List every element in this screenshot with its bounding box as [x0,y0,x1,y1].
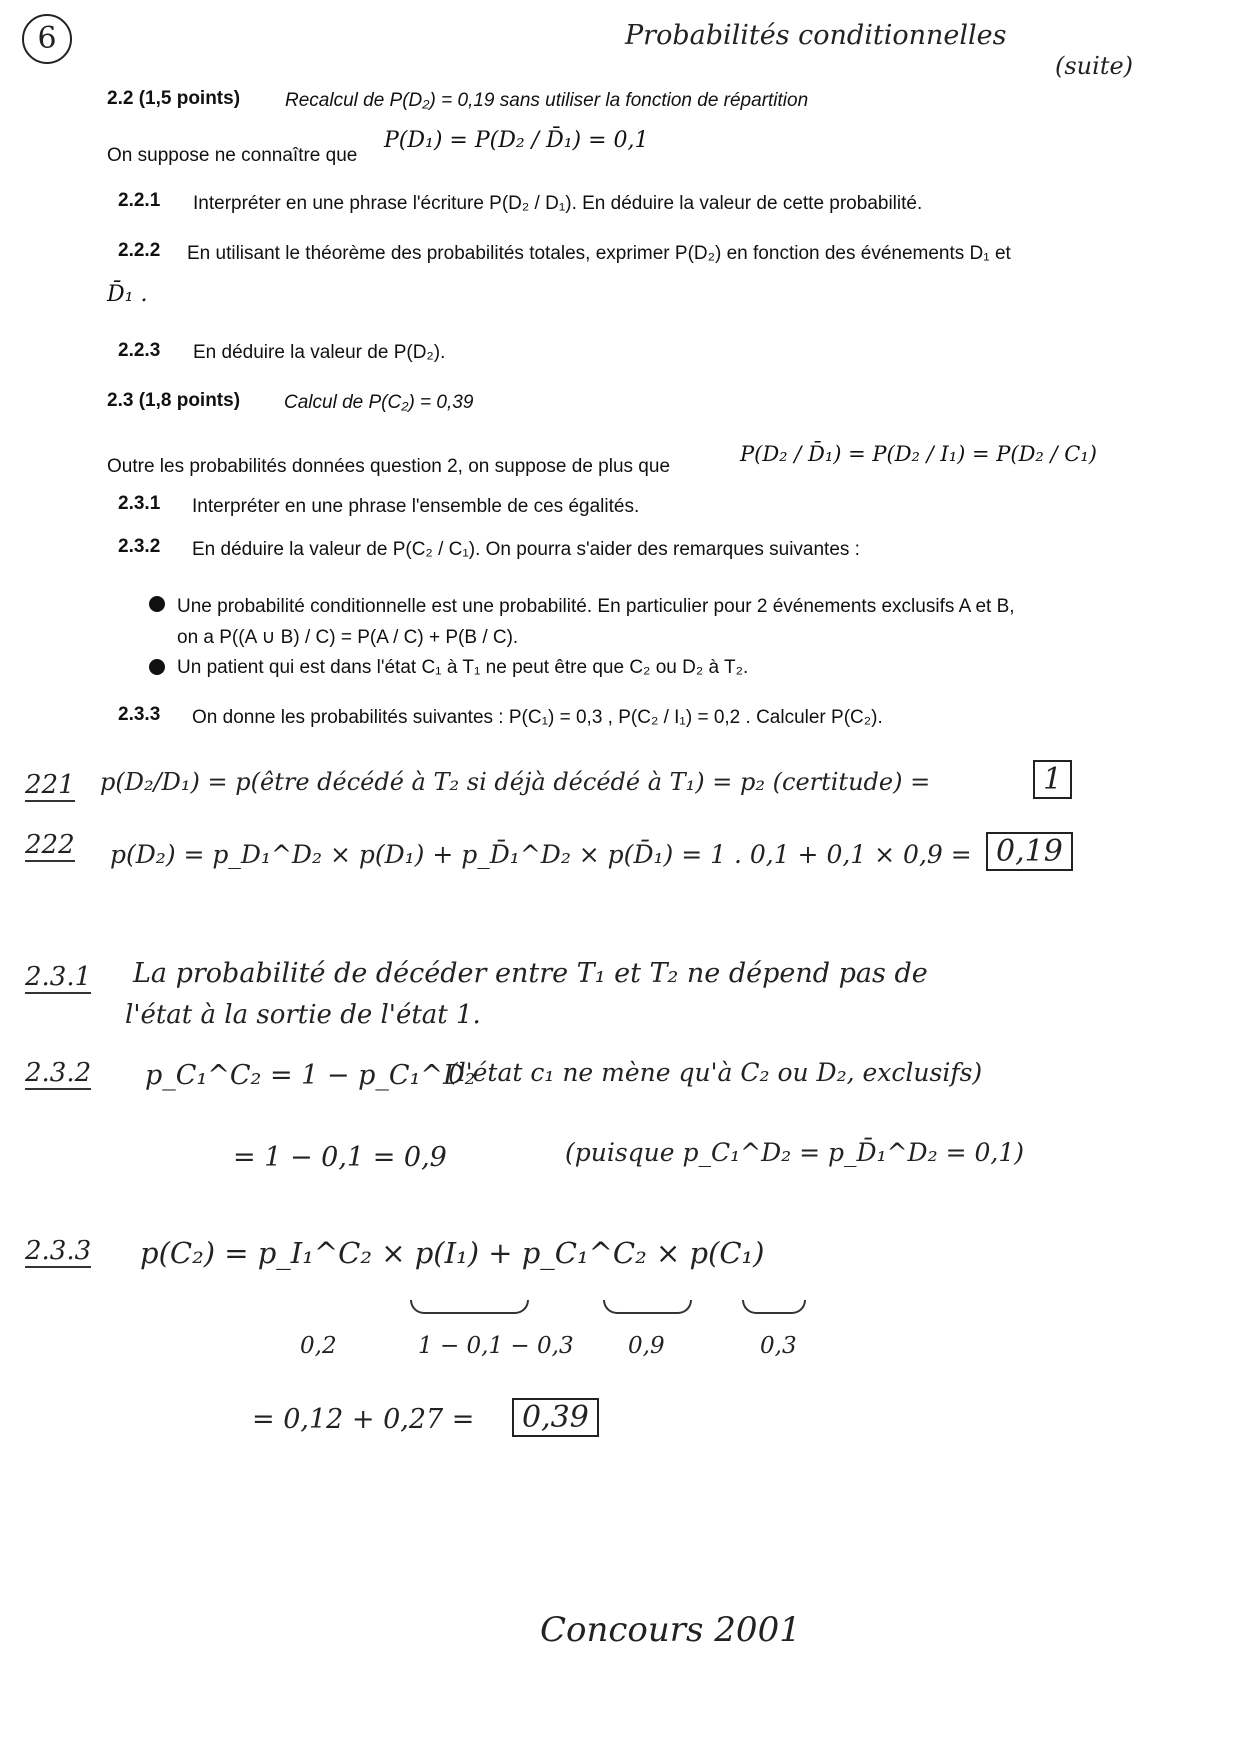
section-2-2-intro: On suppose ne connaître que [107,145,358,166]
answer-233-value-2: 1 − 0,1 − 0,3 [418,1333,574,1359]
answer-232-line-2: = 1 − 0,1 = 0,9 [233,1142,447,1173]
bullet-1-line-2: on a P((A ∪ B) / C) = P(A / C) + P(B / C). [177,627,519,648]
page-title: Probabilités conditionnelles [625,20,1007,51]
bullet-1 [149,596,165,612]
answer-222-result: 0,19 [986,832,1073,871]
q-2-2-2-text: En utilisant le théorème des probabilités totales, exprimer P(D₂) en fonction des événements D₁ et [187,243,1011,264]
q-2-3-3-text: On donne les probabilités suivantes : P(C₁) = 0,3 , P(C₂ / I₁) = 0,2 . Calculer P(C₂). [192,707,883,728]
answer-232-line-1: p_C₁^C₂ = 1 − p_C₁^D₂ [145,1060,476,1091]
answer-221-label: 221 [25,770,75,800]
page-number-circle [22,14,72,64]
answer-233-value-4: 0,3 [760,1333,797,1359]
answer-231-line-2: l'état à la sortie de l'état 1. [125,1000,481,1030]
bullet-2-text: Un patient qui est dans l'état C₁ à T₁ ne peut être que C₂ ou D₂ à T₂. [177,657,749,678]
section-2-3-subtitle: Calcul de P(C₂) = 0,39 [284,392,474,413]
brace-3 [742,1300,806,1314]
q-2-2-1-number: 2.2.1 [118,190,161,211]
q-2-2-2-continuation: D̄₁ . [107,282,148,307]
page-title-suite: (suite) [1055,52,1134,80]
page-number: 6 [37,21,57,56]
section-2-3-heading: 2.3 (1,8 points) [107,390,241,411]
answer-232-note-1: (l'état c₁ ne mène qu'à C₂ ou D₂, exclusifs) [448,1058,983,1087]
q-2-3-1-text: Interpréter en une phrase l'ensemble de ces égalités. [192,496,640,517]
answer-233-result: 0,39 [512,1398,599,1437]
bullet-1-line-1: Une probabilité conditionnelle est une probabilité. En particulier pour 2 événements exclusifs A et B, [177,596,1015,617]
brace-1 [410,1300,529,1314]
answer-233-line-1: p(C₂) = p_I₁^C₂ × p(I₁) + p_C₁^C₂ × p(C₁) [140,1236,765,1270]
answer-233-line-2: = 0,12 + 0,27 = [252,1404,475,1435]
footer-concours: Concours 2001 [540,1610,801,1650]
section-2-3-intro: Outre les probabilités données question 2, on suppose de plus que [107,456,671,477]
q-2-3-3-number: 2.3.3 [118,704,161,725]
answer-233-value-3: 0,9 [628,1333,665,1359]
answer-232-label: 2.3.2 [25,1058,92,1088]
answer-222-label: 222 [25,830,75,860]
q-2-2-2-number: 2.2.2 [118,240,161,261]
brace-2 [603,1300,692,1314]
answer-231-label: 2.3.1 [25,962,92,992]
section-2-3-intro-formula: P(D₂ / D̄₁) = P(D₂ / I₁) = P(D₂ / C₁) [740,442,1097,466]
answer-222-text: p(D₂) = p_D₁^D₂ × p(D₁) + p_D̄₁^D₂ × p(D̄₁) = 1 . 0,1 + 0,1 × 0,9 = [110,840,972,869]
section-2-2-subtitle: Recalcul de P(D₂) = 0,19 sans utiliser la fonction de répartition [285,90,809,111]
q-2-2-1-text: Interpréter en une phrase l'écriture P(D₂ / D₁). En déduire la valeur de cette probabilité. [193,193,923,214]
section-2-2-heading: 2.2 (1,5 points) [107,88,241,109]
bullet-2 [149,659,165,675]
q-2-3-2-text: En déduire la valeur de P(C₂ / C₁). On pourra s'aider des remarques suivantes : [192,539,860,560]
q-2-3-2-number: 2.3.2 [118,536,161,557]
section-2-2-intro-formula: P(D₁) = P(D₂ / D̄₁) = 0,1 [384,128,649,153]
q-2-2-3-number: 2.2.3 [118,340,161,361]
q-2-3-1-number: 2.3.1 [118,493,161,514]
answer-231-line-1: La probabilité de décéder entre T₁ et T₂ ne dépend pas de [133,958,928,989]
answer-221-result: 1 [1033,760,1072,799]
answer-232-note-2: (puisque p_C₁^D₂ = p_D̄₁^D₂ = 0,1) [565,1138,1024,1167]
answer-233-value-1: 0,2 [300,1333,337,1359]
q-2-2-3-text: En déduire la valeur de P(D₂). [193,342,446,363]
answer-233-label: 2.3.3 [25,1236,92,1266]
answer-221-text: p(D₂/D₁) = p(être décédé à T₂ si déjà décédé à T₁) = p₂ (certitude) = [100,768,931,796]
